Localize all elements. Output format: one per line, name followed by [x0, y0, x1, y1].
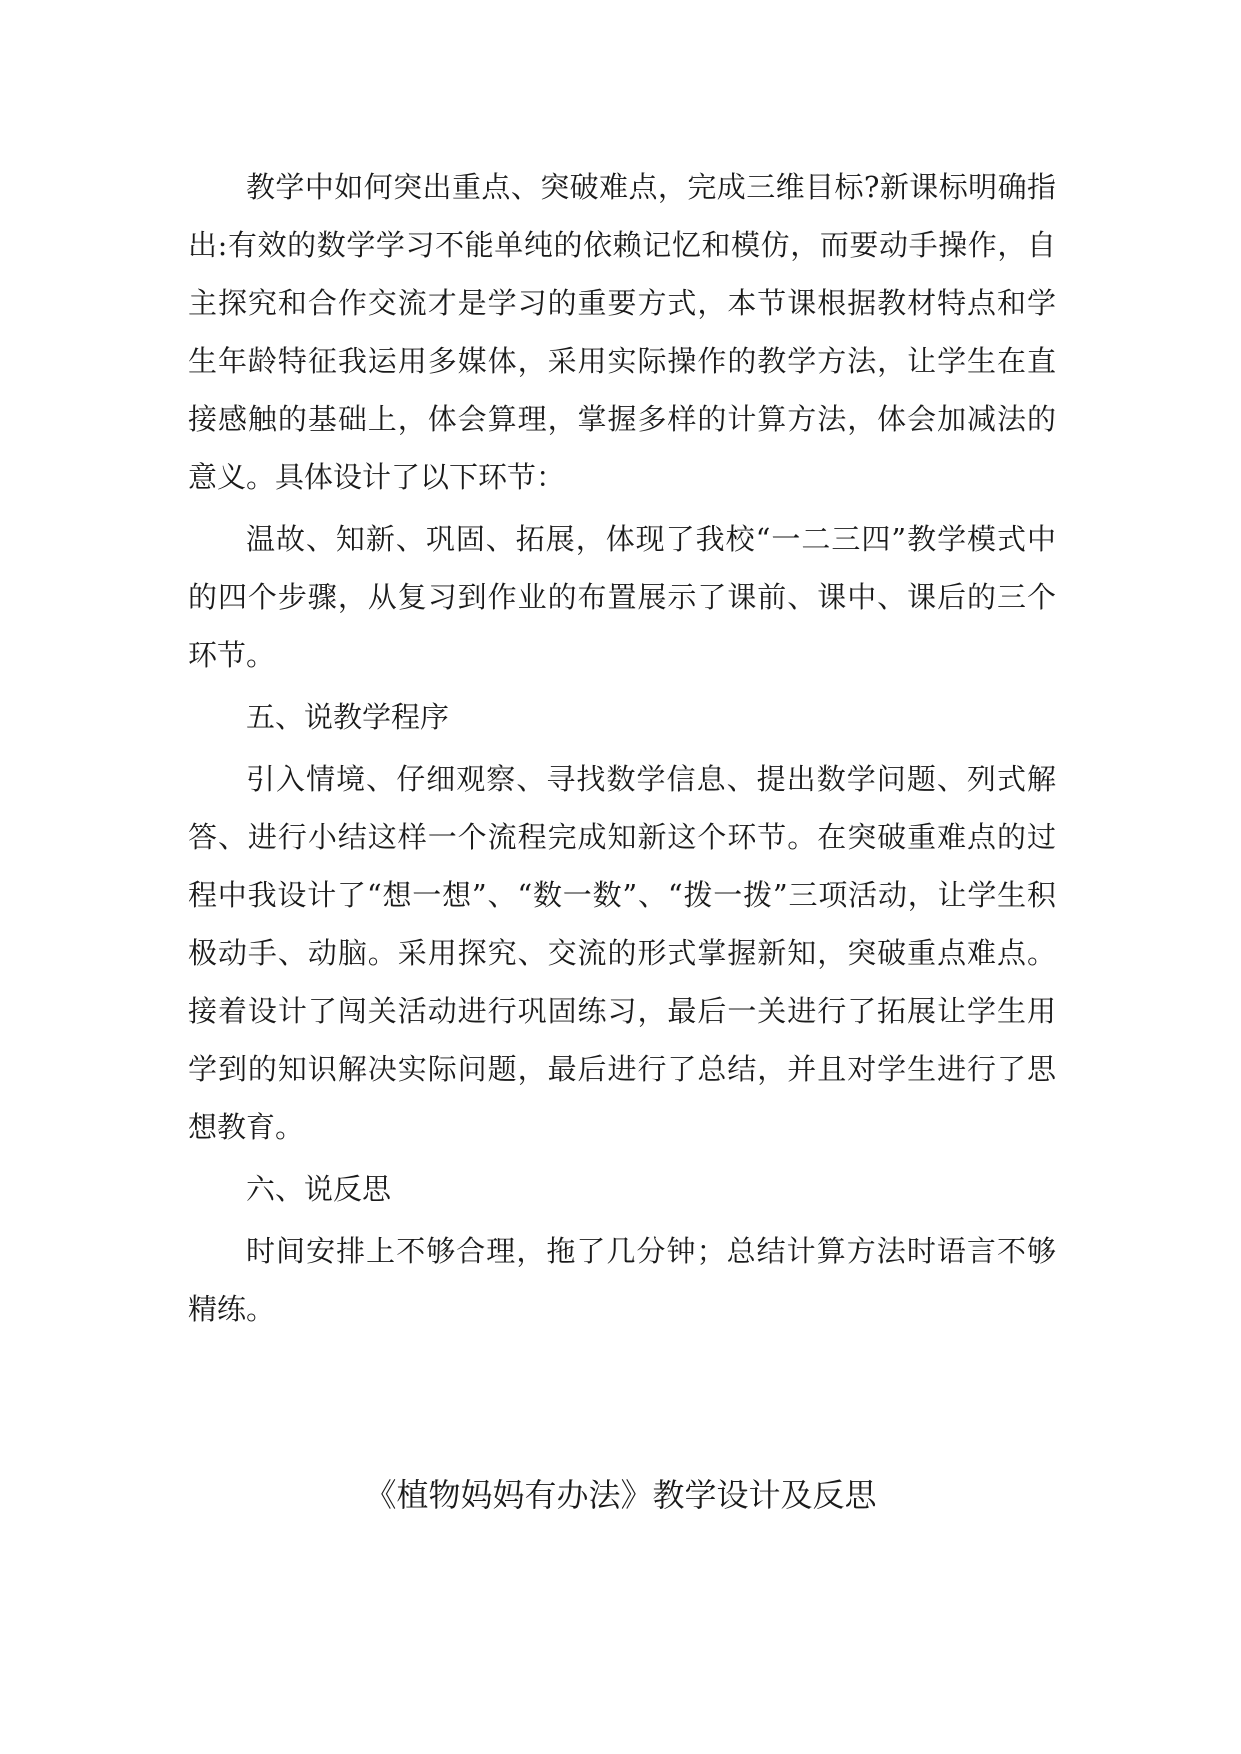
paragraph-teaching-method: 教学中如何突出重点、突破难点，完成三维目标?新课标明确指出:有效的数学学习不能单纯的依赖记忆和模仿，而要动手操作，自主探究和合作交流才是学习的重要方式，本节课根据教材特点和学生年龄特征我运用多媒体，采用实际操作的教学方法，让学生在直接感触的基础上，体会算理，掌握多样的计算方法，体会加减法的意义。具体设计了以下环节：	[188, 170, 1056, 494]
document-body	[188, 158, 1056, 1342]
next-article-title: 《植物妈妈有办法》教学设计及反思	[364, 1476, 877, 1514]
paragraph-teaching-steps: 温故、知新、巩固、拓展，体现了我校“一二三四”教学模式中的四个步骤，从复习到作业的布置展示了课前、课中、课后的三个环节。	[188, 522, 1056, 672]
section-heading-procedure: 五、说教学程序	[246, 700, 450, 734]
section-heading-reflection: 六、说反思	[246, 1172, 392, 1206]
paragraph-reflection: 时间安排上不够合理，拖了几分钟；总结计算方法时语言不够精练。	[188, 1234, 1056, 1326]
paragraph-procedure: 引入情境、仔细观察、寻找数学信息、提出数学问题、列式解答、进行小结这样一个流程完成知新这个环节。在突破重难点的过程中我设计了“想一想”、“数一数”、“拨一拨”三项活动，让学生积极动手、动脑。采用探究、交流的形式掌握新知，突破重点难点。接着设计了闯关活动进行巩固练习，最后一关进行了拓展让学生用学到的知识解决实际问题，最后进行了总结，并且对学生进行了思想教育。	[188, 762, 1056, 1144]
